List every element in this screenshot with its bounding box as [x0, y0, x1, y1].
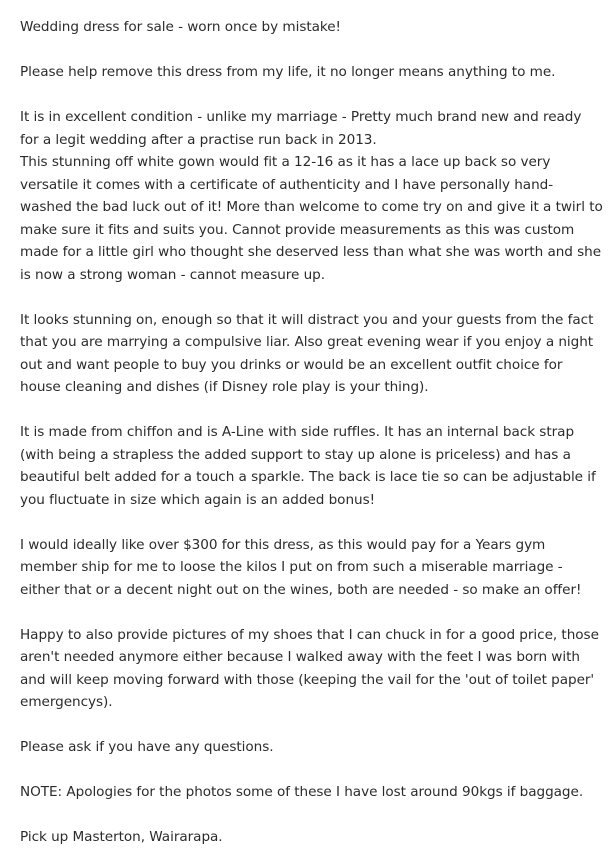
paragraph-intro: Please help remove this dress from my life, it no longer means anything to me. — [20, 64, 556, 80]
paragraph-shoes: Happy to also provide pictures of my shoes that I can chuck in for a good price, those aren't needed anymore either because I walked away with the feet I was born with and will keep moving forward with those (keeping the vail for the 'out of toilet paper' emergencys). — [20, 626, 599, 710]
paragraph-appearance: It looks stunning on, enough so that it will distract you and your guests from the fact that you are marrying a compulsive liar. Also great evening wear if you enjoy a night out and want people to buy you drinks or would be an excellent outfit choice for house cleaning and dishes (if Disney role play is your thing). — [20, 311, 594, 395]
paragraph-questions: Please ask if you have any questions. — [20, 739, 274, 755]
listing-description — [20, 16, 604, 849]
paragraph-material: It is made from chiffon and is A-Line with side ruffles. It has an internal back strap (with being a strapless the added support to stay up alone is priceless) and has a beautiful belt added for a touch a sparkle. The back is lace tie so can be adjustable if you fluctuate in size which again is an added bonus! — [20, 424, 596, 508]
paragraph-condition: It is in excellent condition - unlike my marriage - Pretty much brand new and ready for a legit wedding after a practise run back in 2013. This stunning off white gown would fit a 12-16 as it has a lace up back so very versatile it comes with a certificate of authenticity and I have personally hand-washed the bad luck out of it! More than welcome to come try on and give it a twirl to make sure it fits and suits you. Cannot provide measurements as this was custom made for a little girl who thought she deserved less than what she was worth and she is now a strong woman - cannot measure up. — [20, 109, 603, 283]
paragraph-pickup: Pick up Masterton, Wairarapa. — [20, 829, 223, 845]
paragraph-note: NOTE: Apologies for the photos some of these I have lost around 90kgs if baggage. — [20, 784, 584, 800]
listing-title: Wedding dress for sale - worn once by mistake! — [20, 19, 341, 35]
paragraph-price: I would ideally like over $300 for this dress, as this would pay for a Years gym member ship for me to loose the kilos I put on from such a miserable marriage - either that or a decent night out on the wines, both are needed - so make an offer! — [20, 536, 582, 598]
